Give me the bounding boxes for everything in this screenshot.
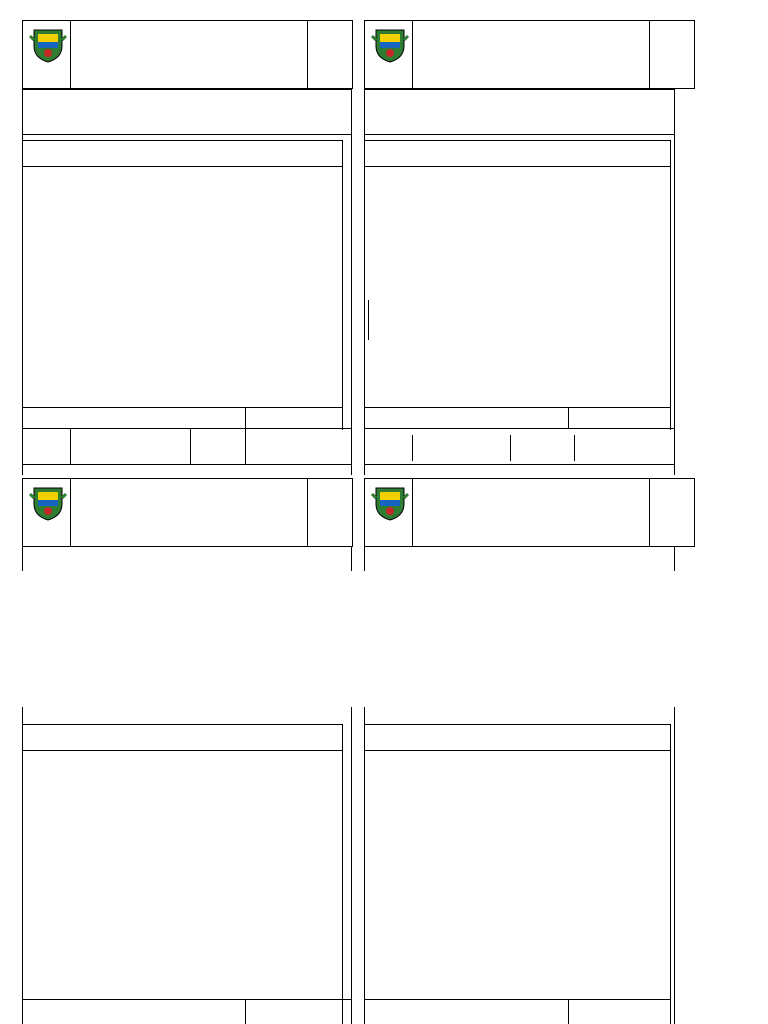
rule-line bbox=[364, 407, 670, 408]
rule-line bbox=[22, 140, 23, 430]
highlight-bar bbox=[68, 858, 300, 868]
rule-line bbox=[22, 428, 352, 429]
rule-line bbox=[364, 89, 674, 90]
rule-line bbox=[22, 166, 342, 167]
rule-line bbox=[245, 999, 246, 1024]
rule-line bbox=[649, 478, 650, 547]
rule-line bbox=[649, 20, 650, 89]
rule-line bbox=[307, 478, 308, 547]
rule-line bbox=[342, 724, 343, 1024]
rule-line bbox=[694, 20, 695, 89]
rule-line bbox=[364, 547, 365, 571]
rule-line bbox=[70, 429, 71, 464]
rule-line bbox=[22, 89, 352, 90]
rule-line bbox=[307, 20, 308, 89]
rule-line bbox=[364, 478, 365, 547]
rule-line bbox=[568, 999, 569, 1024]
rule-line bbox=[364, 546, 694, 547]
rule-line bbox=[510, 435, 511, 461]
rule-line bbox=[22, 20, 352, 21]
rule-line bbox=[351, 547, 352, 571]
concejo-logo-icon bbox=[368, 26, 412, 76]
rule-line bbox=[245, 429, 246, 464]
rule-line bbox=[412, 20, 413, 89]
rule-line bbox=[364, 140, 670, 141]
rule-line bbox=[22, 407, 342, 408]
rule-line bbox=[22, 464, 352, 465]
rule-line bbox=[674, 547, 675, 571]
rule-line bbox=[364, 464, 674, 465]
rule-line bbox=[674, 89, 675, 475]
rule-line bbox=[364, 428, 674, 429]
rule-line bbox=[364, 999, 670, 1000]
rule-line bbox=[364, 20, 694, 21]
rule-line bbox=[364, 20, 365, 89]
rule-line bbox=[412, 478, 413, 547]
rule-line bbox=[364, 166, 670, 167]
rule-line bbox=[352, 478, 353, 547]
concejo-logo-icon bbox=[368, 484, 412, 534]
rule-line bbox=[22, 547, 23, 571]
rule-line bbox=[568, 407, 569, 429]
rule-line bbox=[245, 407, 246, 429]
rule-line bbox=[22, 999, 352, 1000]
rule-line bbox=[364, 140, 365, 430]
concejo-logo-icon bbox=[26, 26, 70, 76]
rule-line bbox=[351, 707, 352, 1024]
rule-line bbox=[22, 724, 23, 1024]
rule-line bbox=[364, 750, 670, 751]
rule-line bbox=[22, 750, 342, 751]
rule-line bbox=[342, 140, 343, 430]
rule-line bbox=[22, 478, 23, 547]
rule-line bbox=[670, 724, 671, 1024]
highlight-bar bbox=[68, 969, 300, 986]
rule-line bbox=[364, 724, 365, 1024]
rule-line bbox=[70, 478, 71, 547]
rule-line bbox=[22, 478, 352, 479]
rule-line bbox=[22, 20, 23, 89]
rule-line bbox=[694, 478, 695, 547]
rule-line bbox=[364, 724, 670, 725]
rule-line bbox=[364, 134, 674, 135]
rule-line bbox=[351, 89, 352, 475]
rule-line bbox=[22, 134, 352, 135]
rule-line bbox=[22, 546, 352, 547]
rule-line bbox=[22, 724, 342, 725]
rule-line bbox=[674, 707, 675, 1024]
rule-line bbox=[190, 429, 191, 464]
rule-line bbox=[22, 140, 342, 141]
concejo-logo-icon bbox=[26, 484, 70, 534]
rule-line bbox=[364, 478, 694, 479]
rule-line bbox=[670, 140, 671, 430]
row-rule bbox=[368, 300, 369, 340]
rule-line bbox=[412, 435, 413, 461]
rule-line bbox=[352, 20, 353, 89]
highlight-bar bbox=[68, 848, 300, 858]
rule-line bbox=[70, 20, 71, 89]
rule-line bbox=[574, 435, 575, 461]
